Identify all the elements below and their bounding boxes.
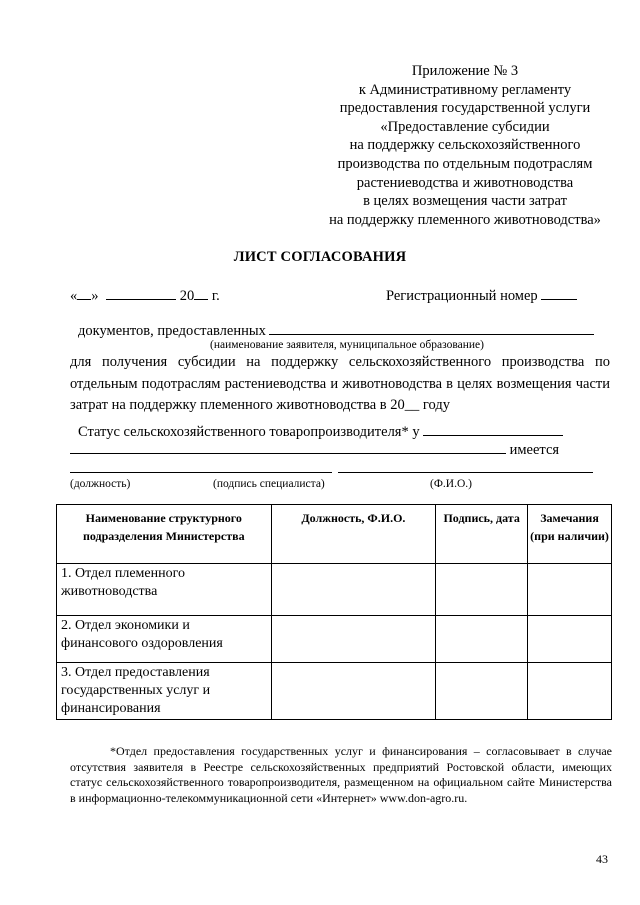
status-label: Статус сельскохозяйственного товаропроизводителя* у [78,424,420,440]
registration-blank [541,299,577,300]
header-remarks: Замечания (при наличии) [528,505,612,564]
appendix-header [300,62,630,229]
header-signature-date: Подпись, дата [436,505,528,564]
appendix-line: в целях возмещения части затрат [363,193,567,210]
table-header-row [57,505,612,564]
registration-number [386,288,577,305]
appendix-line: на поддержку сельскохозяйственного [349,137,581,154]
footnote-text: *Отдел предоставления государственных услуг и финансирования – согласовывает в случае отсутствия заявителя в Реестре сельскохозяйственных предприятий Ростовской области, имеющих статус сельскохозяйственного товаропроизводителя, размещенном на официальном сайте Министерства в информационно-телекоммуникационной сети «Интернет» www.don-agro.ru. [70,744,612,805]
month-blank [106,299,176,300]
document-title: ЛИСТ СОГЛАСОВАНИЯ [233,249,407,265]
appendix-line: предоставления государственной услуги [339,100,591,117]
date-close-quote: » [91,288,99,304]
remarks-cell[interactable] [528,616,612,663]
status-line [78,424,563,441]
appendix-line: к Административному регламенту [358,81,572,98]
table-row [57,616,612,663]
header-position-name: Должность, Ф.И.О. [271,505,436,564]
appendix-line: на поддержку племенного животноводства» [329,211,601,228]
table-row [57,663,612,720]
position-name-cell[interactable] [271,663,436,720]
caption-name: (Ф.И.О.) [430,478,472,490]
footnote [70,744,612,806]
page-number: 43 [596,852,608,866]
year-blank [194,299,208,300]
status-suffix: имеется [509,442,560,458]
appendix-line: Приложение № 3 [411,63,519,79]
caption-signature: (подпись специалиста) [213,478,325,490]
department-cell: 1. Отдел племенного животноводства [57,564,272,616]
remarks-cell[interactable] [528,663,612,720]
year-prefix: 20 [179,288,195,304]
position-name-cell[interactable] [271,616,436,663]
documents-line [78,323,594,340]
documents-caption: (наименование заявителя, муниципальное образование) [210,339,484,351]
documents-label: документов, предоставленных [78,323,266,339]
day-blank [77,299,91,300]
department-cell: 3. Отдел предоставления государственных услуг и финансирования [57,663,272,720]
date-open-quote: « [70,288,78,304]
appendix-line: растениеводства и животноводства [356,174,574,191]
signature-date-cell[interactable] [436,564,528,616]
status-continuation-blank [70,453,506,454]
signature-date-cell[interactable] [436,663,528,720]
year-suffix: г. [211,288,220,304]
purpose-paragraph: для получения субсидии на поддержку сельскохозяйственного производства по отдельным подотраслям растениеводства и животноводства в целях возмещения части затрат на поддержку племенного животноводства в 20__ году [70,354,610,413]
caption-position: (должность) [70,478,131,490]
approval-table [56,504,612,720]
status-second-line [70,442,559,459]
appendix-line: «Предоставление субсидии [380,118,550,135]
department-cell: 2. Отдел экономики и финансового оздоровления [57,616,272,663]
applicant-blank [269,334,594,335]
signature-line-left [70,472,332,473]
date-line [70,288,220,305]
table-row [57,564,612,616]
signature-line-right [338,472,593,473]
remarks-cell[interactable] [528,564,612,616]
status-name-blank [423,435,563,436]
header-department: Наименование структурного подразделения Министерства [57,505,272,564]
signature-date-cell[interactable] [436,616,528,663]
position-name-cell[interactable] [271,564,436,616]
registration-label: Регистрационный номер [386,288,538,304]
appendix-line: производства по отдельным подотраслям [337,155,593,172]
